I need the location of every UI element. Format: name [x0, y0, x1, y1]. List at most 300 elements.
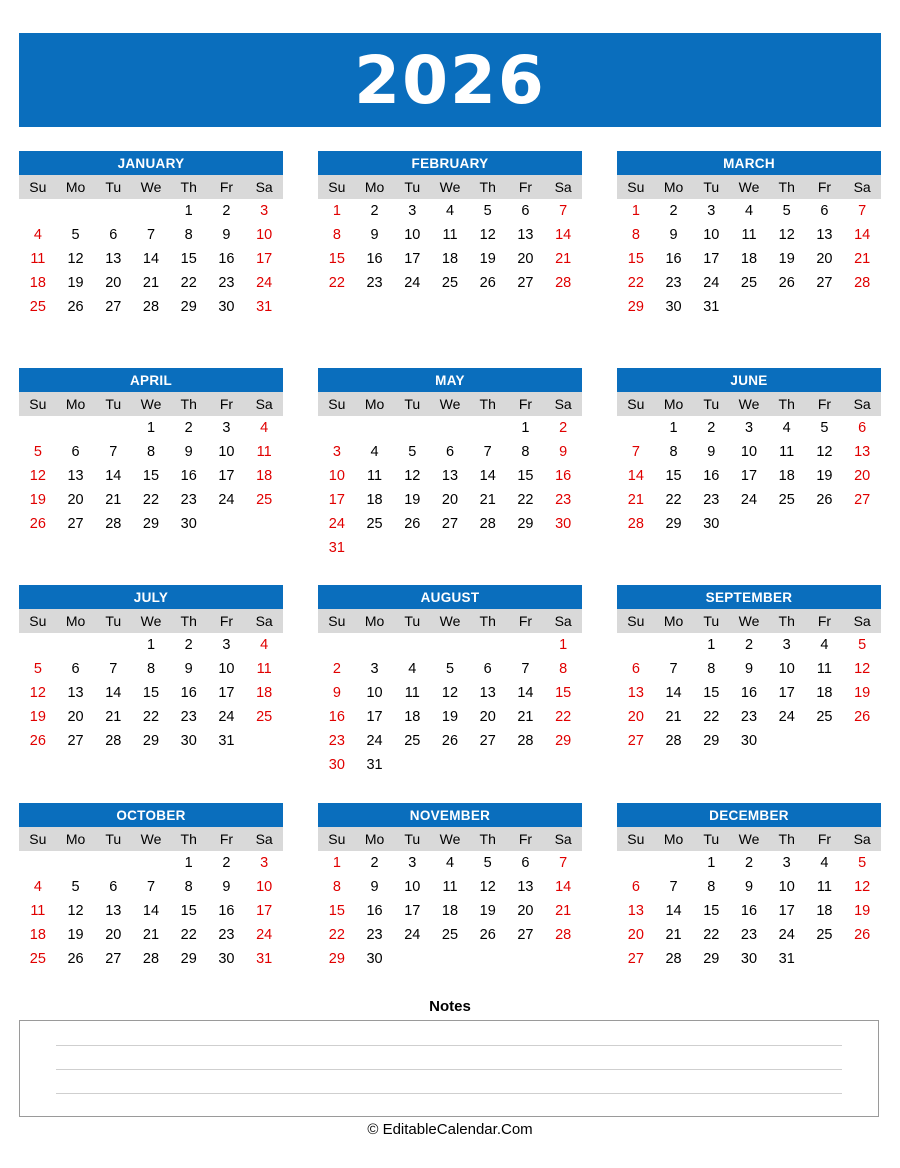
weekday-label: Su	[627, 831, 645, 847]
day-cell: 6	[631, 661, 640, 677]
day-cell: 15	[517, 468, 534, 484]
day-cell: 27	[67, 516, 84, 532]
weekday-label: Th	[180, 396, 197, 412]
day-cell: 18	[778, 468, 795, 484]
day-cell: 2	[744, 855, 754, 871]
day-cell: 12	[29, 468, 46, 484]
day-cell: 2	[332, 661, 341, 677]
day-cell: 21	[479, 492, 496, 508]
weekday-label: We	[439, 179, 461, 195]
day-cell: 26	[404, 516, 421, 532]
day-cell: 25	[366, 516, 383, 532]
day-cell: 3	[260, 203, 269, 219]
day-cell: 9	[184, 661, 193, 677]
day-cell: 6	[820, 203, 829, 219]
day-cell: 31	[328, 540, 345, 556]
day-cell: 3	[408, 203, 417, 219]
day-cell: 30	[218, 299, 235, 315]
day-cell: 27	[105, 951, 122, 967]
day-cell: 10	[740, 444, 758, 460]
month-november	[318, 803, 582, 971]
day-cell: 15	[180, 903, 197, 919]
day-cell: 7	[109, 444, 118, 460]
day-cell: 27	[627, 951, 644, 967]
day-cell: 7	[858, 203, 867, 219]
day-cell: 2	[669, 203, 678, 219]
weekday-label: Fr	[518, 179, 533, 195]
day-cell: 26	[441, 733, 459, 749]
day-cell: 7	[559, 203, 568, 219]
day-cell: 18	[441, 903, 459, 919]
day-cell: 17	[328, 492, 345, 508]
month-header: NOVEMBER	[318, 803, 582, 827]
day-cell: 23	[665, 275, 682, 291]
day-cell: 16	[218, 903, 235, 919]
day-cell: 24	[366, 733, 383, 749]
day-cell: 14	[555, 879, 572, 895]
day-cell: 5	[445, 661, 455, 677]
day-cell: 10	[256, 879, 273, 895]
weekday-label: Th	[778, 179, 795, 195]
days-grid	[617, 851, 881, 971]
day-cell: 11	[404, 685, 420, 701]
day-cell: 9	[222, 227, 231, 243]
day-cell: 17	[404, 903, 421, 919]
day-cell: 27	[67, 733, 84, 749]
day-cell: 19	[479, 251, 496, 267]
weekday-label: Sa	[554, 831, 572, 847]
day-cell: 12	[404, 468, 421, 484]
day-cell: 26	[479, 275, 496, 291]
day-cell: 6	[109, 227, 118, 243]
weekday-label: Fr	[817, 396, 832, 412]
day-cell: 15	[627, 251, 644, 267]
day-cell: 18	[256, 468, 273, 484]
day-cell: 29	[703, 951, 720, 967]
day-cell: 4	[445, 855, 455, 871]
weekday-label: Mo	[663, 613, 684, 629]
day-cell: 24	[404, 275, 421, 291]
day-cell: 23	[740, 927, 758, 943]
day-cell: 19	[479, 903, 496, 919]
day-cell: 24	[218, 492, 235, 508]
day-cell: 30	[180, 733, 197, 749]
day-cell: 16	[180, 685, 197, 701]
day-cell: 9	[184, 444, 193, 460]
weekday-label: Sa	[853, 613, 871, 629]
day-cell: 5	[408, 444, 417, 460]
day-cell: 9	[744, 661, 754, 677]
day-cell: 20	[67, 492, 84, 508]
month-header: JULY	[19, 585, 283, 609]
weekday-label: Fr	[219, 613, 234, 629]
weekday-label: Fr	[518, 613, 533, 629]
day-cell: 28	[142, 951, 160, 967]
weekday-label: Mo	[364, 613, 385, 629]
weekday-label: Su	[29, 179, 47, 195]
day-cell: 26	[67, 299, 84, 315]
day-cell: 24	[256, 275, 273, 291]
day-cell: 1	[707, 637, 716, 653]
weekday-header-row	[617, 175, 881, 199]
day-cell: 7	[146, 879, 156, 895]
day-cell: 22	[142, 709, 160, 725]
day-cell: 4	[820, 637, 829, 653]
weekday-label: Su	[29, 396, 47, 412]
day-cell: 12	[479, 227, 496, 243]
day-cell: 9	[744, 879, 754, 895]
day-cell: 6	[71, 444, 80, 460]
weekday-label: Tu	[703, 396, 720, 412]
day-cell: 21	[555, 251, 572, 267]
note-line	[56, 1069, 842, 1070]
day-cell: 17	[703, 251, 720, 267]
day-cell: 15	[703, 685, 720, 701]
day-cell: 31	[218, 733, 235, 749]
day-cell: 16	[366, 251, 383, 267]
day-cell: 12	[441, 685, 459, 701]
day-cell: 1	[631, 203, 640, 219]
day-cell: 20	[854, 468, 871, 484]
day-cell: 21	[105, 492, 122, 508]
day-cell: 3	[222, 420, 231, 436]
day-cell: 11	[816, 879, 832, 895]
day-cell: 16	[328, 709, 345, 725]
day-cell: 3	[707, 203, 716, 219]
day-cell: 19	[29, 492, 46, 508]
day-cell: 14	[142, 251, 160, 267]
day-cell: 11	[367, 468, 383, 484]
weekday-label: We	[738, 179, 760, 195]
weekday-label: We	[738, 613, 760, 629]
day-cell: 20	[479, 709, 496, 725]
day-cell: 13	[517, 227, 534, 243]
month-october	[19, 803, 283, 971]
day-cell: 28	[105, 516, 122, 532]
day-cell: 22	[627, 275, 644, 291]
days-grid	[617, 633, 881, 753]
weekday-label: Sa	[255, 179, 273, 195]
day-cell: 14	[517, 685, 534, 701]
day-cell: 3	[370, 661, 379, 677]
month-header: SEPTEMBER	[617, 585, 881, 609]
day-cell: 21	[627, 492, 644, 508]
day-cell: 9	[222, 879, 231, 895]
weekday-label: Su	[627, 613, 645, 629]
day-cell: 18	[441, 251, 459, 267]
month-header: JANUARY	[19, 151, 283, 175]
day-cell: 17	[256, 903, 273, 919]
day-cell: 28	[517, 733, 534, 749]
day-cell: 22	[328, 275, 345, 291]
weekday-label: Tu	[404, 831, 421, 847]
weekday-label: Th	[479, 613, 496, 629]
day-cell: 4	[260, 637, 269, 653]
weekday-label: We	[738, 831, 760, 847]
days-grid	[19, 199, 283, 319]
day-cell: 28	[627, 516, 644, 532]
days-grid	[19, 851, 283, 971]
day-cell: 1	[521, 420, 530, 436]
day-cell: 17	[256, 251, 273, 267]
day-cell: 20	[67, 709, 84, 725]
day-cell: 19	[404, 492, 421, 508]
day-cell: 16	[703, 468, 720, 484]
day-cell: 22	[665, 492, 682, 508]
weekday-label: Tu	[404, 396, 421, 412]
weekday-header-row	[318, 827, 582, 851]
day-cell: 10	[404, 879, 421, 895]
day-cell: 11	[741, 227, 757, 243]
day-cell: 7	[631, 444, 640, 460]
day-cell: 16	[366, 903, 383, 919]
month-header: MARCH	[617, 151, 881, 175]
day-cell: 9	[370, 879, 379, 895]
day-cell: 10	[778, 879, 795, 895]
day-cell: 25	[29, 951, 46, 967]
weekday-label: Th	[778, 396, 795, 412]
day-cell: 14	[854, 227, 871, 243]
day-cell: 27	[441, 516, 459, 532]
day-cell: 21	[665, 709, 682, 725]
month-september	[617, 585, 881, 753]
day-cell: 27	[479, 733, 496, 749]
day-cell: 4	[260, 420, 269, 436]
weekday-label: Su	[328, 396, 346, 412]
day-cell: 14	[105, 685, 122, 701]
day-cell: 19	[854, 685, 871, 701]
weekday-label: Mo	[65, 396, 86, 412]
day-cell: 13	[627, 903, 644, 919]
day-cell: 23	[703, 492, 720, 508]
day-cell: 2	[707, 420, 716, 436]
day-cell: 5	[858, 637, 867, 653]
day-cell: 4	[445, 203, 455, 219]
day-cell: 30	[740, 951, 758, 967]
weekday-label: Th	[180, 613, 197, 629]
day-cell: 8	[521, 444, 530, 460]
day-cell: 5	[33, 444, 42, 460]
day-cell: 24	[778, 709, 795, 725]
weekday-header-row	[318, 175, 582, 199]
day-cell: 3	[332, 444, 341, 460]
weekday-label: Th	[479, 179, 496, 195]
day-cell: 11	[30, 251, 46, 267]
day-cell: 29	[627, 299, 644, 315]
day-cell: 2	[184, 420, 193, 436]
month-header: DECEMBER	[617, 803, 881, 827]
day-cell: 8	[559, 661, 568, 677]
day-cell: 13	[816, 227, 833, 243]
day-cell: 31	[703, 299, 720, 315]
weekday-header-row	[19, 175, 283, 199]
weekday-label: Th	[479, 831, 496, 847]
day-cell: 29	[142, 733, 160, 749]
day-cell: 15	[142, 468, 160, 484]
day-cell: 13	[441, 468, 459, 484]
weekday-header-row	[318, 609, 582, 633]
day-cell: 19	[816, 468, 833, 484]
weekday-label: Mo	[364, 396, 385, 412]
day-cell: 22	[180, 927, 197, 943]
day-cell: 28	[142, 299, 160, 315]
day-cell: 8	[146, 444, 156, 460]
notes-title: Notes	[429, 998, 471, 1015]
day-cell: 20	[517, 903, 534, 919]
day-cell: 1	[332, 203, 341, 219]
day-cell: 18	[256, 685, 273, 701]
day-cell: 7	[559, 855, 568, 871]
day-cell: 8	[669, 444, 678, 460]
weekday-header-row	[19, 609, 283, 633]
month-header: AUGUST	[318, 585, 582, 609]
day-cell: 1	[184, 203, 193, 219]
day-cell: 8	[146, 661, 156, 677]
day-cell: 23	[328, 733, 345, 749]
year-banner	[19, 33, 881, 127]
day-cell: 5	[71, 879, 80, 895]
weekday-label: Tu	[703, 613, 720, 629]
day-cell: 2	[559, 420, 568, 436]
day-cell: 29	[142, 516, 160, 532]
day-cell: 5	[33, 661, 42, 677]
month-header: JUNE	[617, 368, 881, 392]
day-cell: 11	[442, 879, 458, 895]
day-cell: 8	[707, 879, 716, 895]
weekday-label: Fr	[219, 831, 234, 847]
day-cell: 22	[517, 492, 534, 508]
day-cell: 13	[67, 468, 84, 484]
weekday-label: We	[439, 396, 461, 412]
weekday-label: Tu	[105, 396, 122, 412]
day-cell: 27	[517, 275, 534, 291]
day-cell: 23	[555, 492, 572, 508]
day-cell: 30	[218, 951, 235, 967]
weekday-label: Mo	[663, 179, 684, 195]
day-cell: 2	[744, 637, 754, 653]
day-cell: 7	[669, 879, 678, 895]
footer-credit: © EditableCalendar.Com	[367, 1121, 533, 1138]
day-cell: 9	[707, 444, 716, 460]
day-cell: 12	[854, 879, 871, 895]
weekday-label: Sa	[554, 179, 572, 195]
day-cell: 29	[555, 733, 572, 749]
day-cell: 17	[404, 251, 421, 267]
day-cell: 30	[555, 516, 572, 532]
day-cell: 27	[627, 733, 644, 749]
day-cell: 16	[740, 685, 758, 701]
day-cell: 6	[521, 855, 530, 871]
weekday-label: Tu	[105, 613, 122, 629]
weekday-label: Su	[328, 179, 346, 195]
day-cell: 6	[521, 203, 530, 219]
day-cell: 18	[29, 927, 46, 943]
day-cell: 14	[665, 685, 682, 701]
day-cell: 23	[740, 709, 758, 725]
day-cell: 3	[782, 637, 791, 653]
day-cell: 18	[816, 685, 833, 701]
days-grid	[19, 416, 283, 536]
day-cell: 26	[854, 709, 871, 725]
day-cell: 8	[184, 879, 193, 895]
weekday-label: Su	[328, 831, 346, 847]
day-cell: 1	[146, 637, 156, 653]
day-cell: 23	[180, 709, 197, 725]
day-cell: 14	[142, 903, 160, 919]
day-cell: 2	[222, 203, 231, 219]
day-cell: 15	[555, 685, 572, 701]
day-cell: 1	[669, 420, 678, 436]
weekday-label: Tu	[703, 179, 720, 195]
day-cell: 18	[404, 709, 421, 725]
day-cell: 1	[559, 637, 568, 653]
day-cell: 19	[441, 709, 459, 725]
day-cell: 12	[816, 444, 833, 460]
month-march	[617, 151, 881, 319]
day-cell: 24	[404, 927, 421, 943]
notes-box[interactable]	[19, 1020, 879, 1117]
day-cell: 1	[332, 855, 341, 871]
days-grid	[318, 851, 582, 971]
day-cell: 18	[816, 903, 833, 919]
day-cell: 6	[483, 661, 492, 677]
day-cell: 30	[703, 516, 720, 532]
day-cell: 15	[328, 251, 345, 267]
weekday-label: We	[140, 831, 162, 847]
weekday-label: We	[140, 179, 162, 195]
day-cell: 28	[665, 733, 682, 749]
day-cell: 30	[366, 951, 383, 967]
day-cell: 17	[778, 903, 795, 919]
note-line	[56, 1045, 842, 1046]
day-cell: 25	[256, 709, 273, 725]
day-cell: 7	[109, 661, 118, 677]
days-grid	[318, 199, 582, 295]
weekday-label: Tu	[105, 179, 122, 195]
days-grid	[19, 633, 283, 753]
weekday-label: Sa	[554, 613, 572, 629]
day-cell: 7	[483, 444, 492, 460]
day-cell: 1	[707, 855, 716, 871]
day-cell: 27	[816, 275, 833, 291]
day-cell: 27	[517, 927, 534, 943]
day-cell: 4	[744, 203, 754, 219]
month-january	[19, 151, 283, 319]
day-cell: 6	[445, 444, 455, 460]
day-cell: 7	[521, 661, 530, 677]
day-cell: 15	[665, 468, 682, 484]
weekday-label: Su	[328, 613, 346, 629]
day-cell: 28	[555, 275, 572, 291]
day-cell: 31	[366, 757, 383, 773]
day-cell: 3	[408, 855, 417, 871]
day-cell: 11	[816, 661, 832, 677]
day-cell: 22	[180, 275, 197, 291]
month-may	[318, 368, 582, 560]
weekday-header-row	[617, 609, 881, 633]
day-cell: 20	[816, 251, 833, 267]
month-header: APRIL	[19, 368, 283, 392]
weekday-label: Tu	[404, 613, 421, 629]
day-cell: 9	[370, 227, 379, 243]
day-cell: 29	[180, 951, 197, 967]
day-cell: 15	[703, 903, 720, 919]
weekday-label: Fr	[219, 396, 234, 412]
day-cell: 10	[778, 661, 795, 677]
day-cell: 23	[366, 275, 383, 291]
day-cell: 3	[782, 855, 791, 871]
day-cell: 16	[665, 251, 682, 267]
